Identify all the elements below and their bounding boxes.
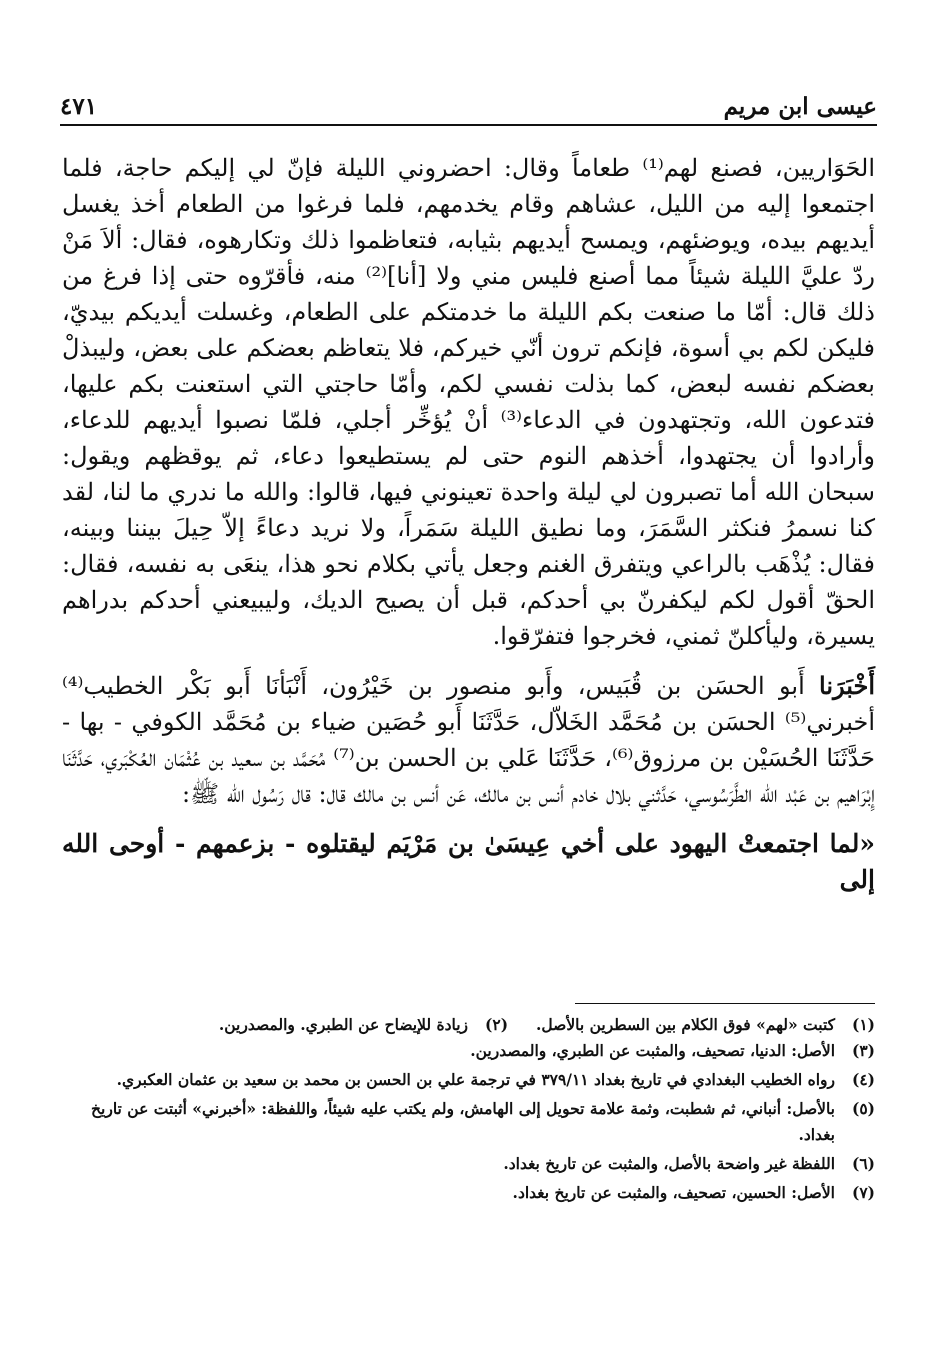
footnote-text: رواه الخطيب البغدادي في تاريخ بغداد ٣٧٩/١١ في ترجمة علي بن الحسن بن محمد بن سعيد بن عثمان العكبري. — [116, 1070, 835, 1089]
footnote-number: (٥) — [851, 1099, 875, 1118]
footnote-row-1-2 — [62, 1012, 875, 1038]
footnote-number: (١) — [851, 1015, 875, 1034]
footnotes — [62, 1012, 875, 1209]
page-header — [60, 82, 877, 126]
footnote-text: كتبت «لهم» فوق الكلام بين السطرين بالأصل. — [536, 1015, 835, 1034]
footnote-text: بالأصل: أنباني، ثم شطبت، وثمة علامة تحويل إلى الهامش، ولم يكتب عليه شيئاً، واللفظة: «أخبرني» أثبتت عن تاريخ بغداد. — [91, 1099, 835, 1144]
running-title: عيسى ابن مريم — [723, 93, 877, 120]
main-text — [62, 150, 875, 912]
footnote-separator — [575, 1003, 875, 1004]
footnote-3 — [62, 1038, 875, 1064]
paragraph-1: الحَوَاريين، فصنع لهم⁽¹⁾ طعاماً وقال: احضروني الليلة فإنّ لي إليكم حاجة، فلما اجتمعوا إليه من الليل، عشاهم وقام يخدمهم، فلما فرغوا من الطعام أخذ يغسل أيديهم بيده، ويوضئهم، ويمسح أيديهم بثيابه، فتعاظموا ذلك وتكارهوه، فقال: ألاَ مَنْ ردّ عليَّ الليلة شيئاً مما أصنع فليس مني ولا [أنا]⁽²⁾ منه، فأقرّوه حتى إذا فرغ من ذلك قال: أمّا ما صنعت بكم الليلة ما خدمتكم على الطعام، وغسلت أيديكم بيديّ، فليكن لكم بي أسوة، فإنكم ترون أنّي خيركم، فلا يتعاظم بعضكم على بعض، وليبذلْ بعضكم نفسه لبعض، كما بذلت نفسي لكم، وأمّا حاجتي التي استعنت بكم عليها، فتدعون الله، وتجتهدون في الدعاء⁽³⁾ أنْ يُؤخِّر أجلي، فلمّا نصبوا أيديهم للدعاء، وأرادوا أن يجتهدوا، أخذهم النوم حتى لم يستطيعوا دعاء، ثم يوقظهم ويقول: سبحان الله أما تصبرون لي ليلة واحدة تعينوني فيها، قالوا: والله ما ندري ما لنا، لقد كنا نسمرُ فنكثر السَّمَرَ، وما نطيق الليلة سَمَراً، ولا نريد دعاءً إلاّ حِيلَ بيننا وبينه، فقال: يُذْهَب بالراعي ويتفرق الغنم وجعل يأتي بكلام نحو هذا، ينعَى به نفسه، فقال: الحقّ أقول لكم ليكفرنّ بي أحدكم، قبل أن يصيح الديك، وليبيعني أحدكم بدراهم يسيرة، وليأكلنّ ثمني، فخرجوا فتفرّقوا. — [62, 154, 875, 650]
page-number: ٤٧١ — [60, 93, 98, 120]
footnote-text: اللفظة غير واضحة بالأصل، والمثبت عن تاريخ بغداد. — [503, 1154, 835, 1173]
footnote-text: الأصل: الحسين، تصحيف، والمثبت عن تاريخ بغداد. — [512, 1183, 835, 1202]
footnote-2 — [219, 1012, 508, 1038]
footnote-1 — [536, 1012, 875, 1038]
footnote-7 — [62, 1180, 875, 1206]
footnote-6 — [62, 1151, 875, 1177]
footnote-5 — [62, 1096, 875, 1148]
footnote-number: (٦) — [851, 1154, 875, 1173]
footnote-4 — [62, 1067, 875, 1093]
footnote-text: الأصل: الدنيا، تصحيف، والمثبت عن الطبري، والمصدرين. — [470, 1041, 835, 1060]
footnote-number: (٢) — [485, 1015, 509, 1034]
footnote-number: (٣) — [851, 1041, 875, 1060]
paragraph-3: «لما اجتمعتْ اليهود على أخي عِيسَىٰ بن مَرْيَم ليقتلوه - بزعمهم - أوحى الله إلى — [62, 829, 875, 894]
paragraph-2 — [62, 668, 875, 812]
footnote-number: (٤) — [851, 1070, 875, 1089]
paragraph-2-text: أَبو الحسَن بن قُبَيس، وأَبو منصور بن خَيْرُون، أَنْبَأنَا أَبو بَكْر الخطيب⁽⁴⁾ أخبرني⁽⁵⁾ الحسَن بن مُحَمَّد الخَلاّل، حَدَّثَنَا أَبو حُصَين ضياء بن مُحَمَّد الكوفي - بها - حَدَّثَنَا الحُسَيْن بن مرزوق⁽⁶⁾، حَدَّثَنَا عَلي بن الحسن بن⁽⁷⁾ مُحَمَّد بن سعيد بن عُثْمَان العُكْبَري، حَدَّثَنَا إِبْرَاهيم بن عَبْد اللّه الطَّرَسُوسي، حَدَّثني بلال خادم أنس بن مالك، عَن أنس بن مالك قال: قال رَسُول الله ﷺ: — [62, 672, 875, 808]
footnote-number: (٧) — [851, 1183, 875, 1202]
paragraph-2-lead: أَخْبَرَنا — [819, 671, 875, 700]
footnote-text: زيادة للإيضاح عن الطبري. والمصدرين. — [218, 1015, 469, 1034]
